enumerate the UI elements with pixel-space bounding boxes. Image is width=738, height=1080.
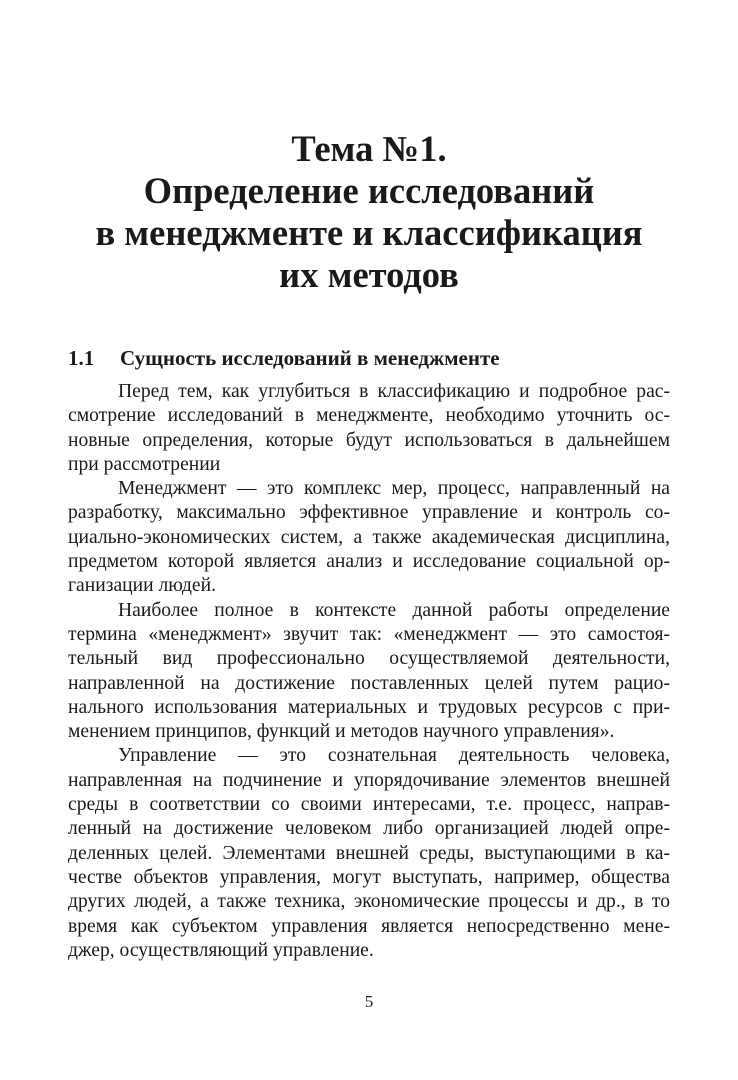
text-line: менением принципов, функций и методов научного управления».	[68, 721, 615, 743]
text-line: направленная на подчинение и упорядочивание элементов внешней	[68, 769, 670, 791]
text-line: деленных целей. Элементами внешней среды, выступающими в ка-	[68, 842, 670, 864]
text-line: ленный на достижение человеком либо организацией людей опре-	[68, 818, 670, 840]
paragraph	[68, 380, 670, 477]
text-line: других людей, а также техника, экономические процессы и др., в то	[68, 891, 670, 913]
text-line: новные определения, которые будут использоваться в дальнейшем	[68, 429, 670, 451]
text-line: смотрение исследований в менеджменте, необходимо уточнить ос-	[68, 405, 670, 427]
paragraph	[68, 477, 670, 598]
text-line: честве объектов управления, могут выступать, например, общества	[68, 866, 670, 888]
body-text	[68, 380, 670, 963]
text-line: джер, осуществляющий управление.	[68, 939, 374, 961]
text-line: Менеджмент — это комплекс мер, процесс, направленный на	[118, 478, 670, 500]
text-line: разработку, максимально эффективное управление и контроль со-	[68, 502, 670, 524]
chapter-title-line: Тема №1.	[291, 128, 447, 169]
chapter-title-line: в менеджменте и классификация	[95, 212, 643, 253]
text-line: предметом которой является анализ и исследование социальной ор-	[68, 551, 670, 573]
page-number: 5	[364, 992, 374, 1011]
chapter-title-line: Определение исследований	[143, 170, 595, 211]
paragraph	[68, 744, 670, 963]
text-line: Перед тем, как углубиться в классификацию и подробное рас-	[118, 381, 670, 402]
text-line: циально-экономических систем, а также академическая дисциплина,	[68, 526, 670, 548]
chapter-title-line: их методов	[279, 254, 459, 295]
text-line: ганизации людей.	[68, 575, 216, 597]
text-line: время как субъектом управления является непосредственно мене-	[68, 915, 670, 937]
section-number: 1.1	[68, 346, 95, 370]
text-line: при рассмотрении	[68, 453, 221, 475]
text-line: тельный вид профессионально осуществляемой деятельности,	[68, 648, 670, 670]
section-heading	[68, 344, 678, 372]
text-line: Управление — это сознательная деятельность человека,	[118, 745, 670, 767]
chapter-title	[0, 128, 738, 296]
text-line: Наиболее полное в контексте данной работы определение	[118, 599, 670, 621]
text-line: термина «менеджмент» звучит так: «менеджмент — это самостоя-	[68, 623, 670, 645]
text-line: нального использования материальных и трудовых ресурсов с при-	[68, 696, 670, 718]
text-line: среды в соответствии со своими интересами, т.е. процесс, направ-	[68, 794, 670, 816]
paragraph	[68, 599, 670, 745]
text-line: направленной на достижение поставленных целей путем рацио-	[68, 672, 670, 694]
section-title: Сущность исследований в менеджменте	[120, 346, 500, 370]
